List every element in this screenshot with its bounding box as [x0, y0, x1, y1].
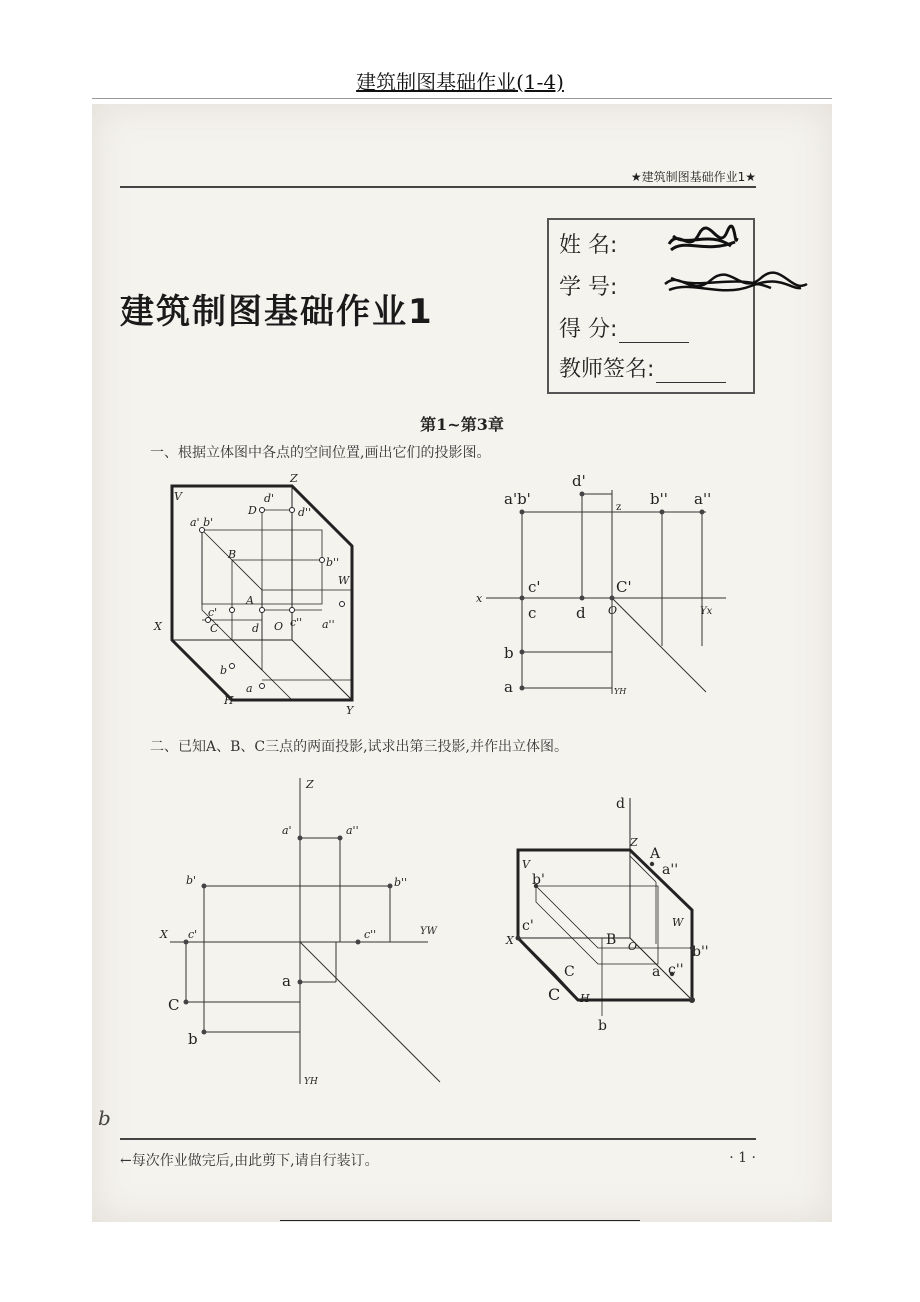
- fig1-label: B: [228, 548, 237, 561]
- fig1-label: Z: [290, 472, 298, 485]
- fig3-label: a: [282, 972, 291, 990]
- fig3-label: YH: [304, 1077, 318, 1087]
- figure-2-isometric: [502, 794, 722, 1034]
- fig1-label: a: [246, 682, 253, 695]
- score-label: 得 分:: [559, 317, 618, 342]
- fig2-label: YH: [614, 687, 627, 696]
- fig3-label: b': [186, 874, 197, 887]
- fig2-label: c: [528, 604, 537, 622]
- figure-1-projection: [476, 470, 736, 700]
- teacher-row: [559, 352, 726, 383]
- fig1-label: W: [338, 574, 350, 587]
- fig1-label: C: [210, 622, 219, 635]
- fig4-label: X: [506, 934, 514, 947]
- footer-note: ←每次作业做完后,由此剪下,请自行装订。: [120, 1153, 379, 1169]
- question-2: 二、已知A、B、C三点的两面投影,试求出第三投影,并作出立体图。: [150, 739, 569, 755]
- score-line: [619, 324, 689, 343]
- fig2-label: b'': [650, 490, 668, 508]
- fig2-label: Yx: [700, 606, 713, 617]
- fig1-label: X: [154, 620, 162, 633]
- id-redaction-scribble: [661, 268, 811, 302]
- header-tag: ★建筑制图基础作业1★: [630, 170, 756, 184]
- fig2-label: C': [616, 578, 632, 596]
- fig2-label: b: [504, 644, 514, 662]
- fig4-label: c'': [668, 962, 684, 978]
- fig1-label: D: [248, 504, 257, 517]
- fig4-label: a: [652, 964, 661, 980]
- fig1-label: d'': [298, 506, 312, 519]
- bottom-divider: [280, 1220, 640, 1221]
- fig4-label: Z: [630, 836, 638, 849]
- fig2-label: c': [528, 578, 541, 596]
- fig1-label: A: [246, 594, 254, 607]
- fig1-label: c'': [290, 616, 303, 629]
- chapter-heading: 第1~第3章: [420, 415, 504, 434]
- page-number: · 1 ·: [729, 1150, 756, 1166]
- id-row: [559, 270, 617, 301]
- scanned-page: [92, 104, 832, 1222]
- document-title: 建筑制图基础作业(1-4): [356, 70, 564, 94]
- fig3-label: c'': [364, 928, 377, 941]
- figure-2-projection: [158, 774, 448, 1094]
- corner-handwritten-mark: b: [98, 1106, 111, 1130]
- fig4-label: b: [598, 1018, 607, 1034]
- fig1-label: d: [252, 622, 260, 635]
- fig4-label: B: [606, 932, 617, 948]
- score-row: [559, 312, 689, 343]
- fig1-label: a'': [322, 618, 335, 631]
- fig4-label: c': [522, 918, 534, 934]
- name-redaction-scribble: [665, 224, 741, 258]
- fig4-label: V: [522, 858, 530, 871]
- fig1-label: a' b': [190, 516, 214, 529]
- fig4-label: b': [532, 872, 545, 888]
- fig3-label: a': [282, 824, 292, 837]
- fig4-label: a'': [662, 862, 679, 878]
- header-rule: [120, 186, 756, 188]
- fig2-label: d: [576, 604, 586, 622]
- fig1-label: Y: [346, 704, 354, 717]
- fig3-label: c': [188, 928, 198, 941]
- teacher-label: 教师签名:: [559, 357, 655, 382]
- fig2-label: a'b': [504, 490, 531, 508]
- fig1-label: V: [174, 490, 182, 503]
- fig4-label: H: [580, 992, 590, 1005]
- name-row: [559, 228, 617, 259]
- question-1: 一、根据立体图中各点的空间位置,画出它们的投影图。: [150, 445, 491, 461]
- fig4-label: b'': [692, 944, 709, 960]
- student-info-box: [547, 218, 755, 394]
- fig4-label: C: [564, 964, 575, 980]
- fig2-label: O: [608, 604, 618, 617]
- fig3-label: Z: [306, 778, 314, 791]
- fig3-label: b'': [394, 876, 408, 889]
- fig4-label: d: [616, 796, 625, 812]
- fig2-label: x: [476, 592, 483, 605]
- fig2-label: a: [504, 678, 513, 696]
- fig1-label: d': [264, 492, 275, 505]
- fig3-label: b: [188, 1030, 198, 1048]
- fig3-label: a'': [346, 824, 359, 837]
- id-label: 学 号:: [559, 275, 618, 300]
- fig1-label: c': [208, 606, 218, 619]
- fig4-label: C: [548, 985, 561, 1004]
- fig4-label: A: [650, 846, 661, 862]
- fig3-label: C: [168, 996, 180, 1014]
- fig4-label: O: [628, 940, 638, 953]
- fig1-label: b'': [326, 556, 340, 569]
- fig3-label: X: [160, 928, 168, 941]
- fig4-label: W: [672, 916, 684, 929]
- fig3-label: YW: [420, 926, 437, 937]
- fig2-label: a'': [694, 490, 712, 508]
- figure-1-isometric: [152, 470, 372, 717]
- assignment-title: 建筑制图基础作业1: [120, 292, 434, 332]
- fig2-label: z: [616, 502, 622, 513]
- fig1-label: H: [224, 694, 234, 707]
- fig1-label: b: [220, 664, 228, 677]
- fig1-label: O: [274, 620, 284, 633]
- top-divider: [92, 98, 832, 99]
- footer-rule: [120, 1138, 756, 1140]
- name-label: 姓 名:: [559, 233, 618, 258]
- fig2-label: d': [572, 472, 586, 490]
- teacher-line: [656, 364, 726, 383]
